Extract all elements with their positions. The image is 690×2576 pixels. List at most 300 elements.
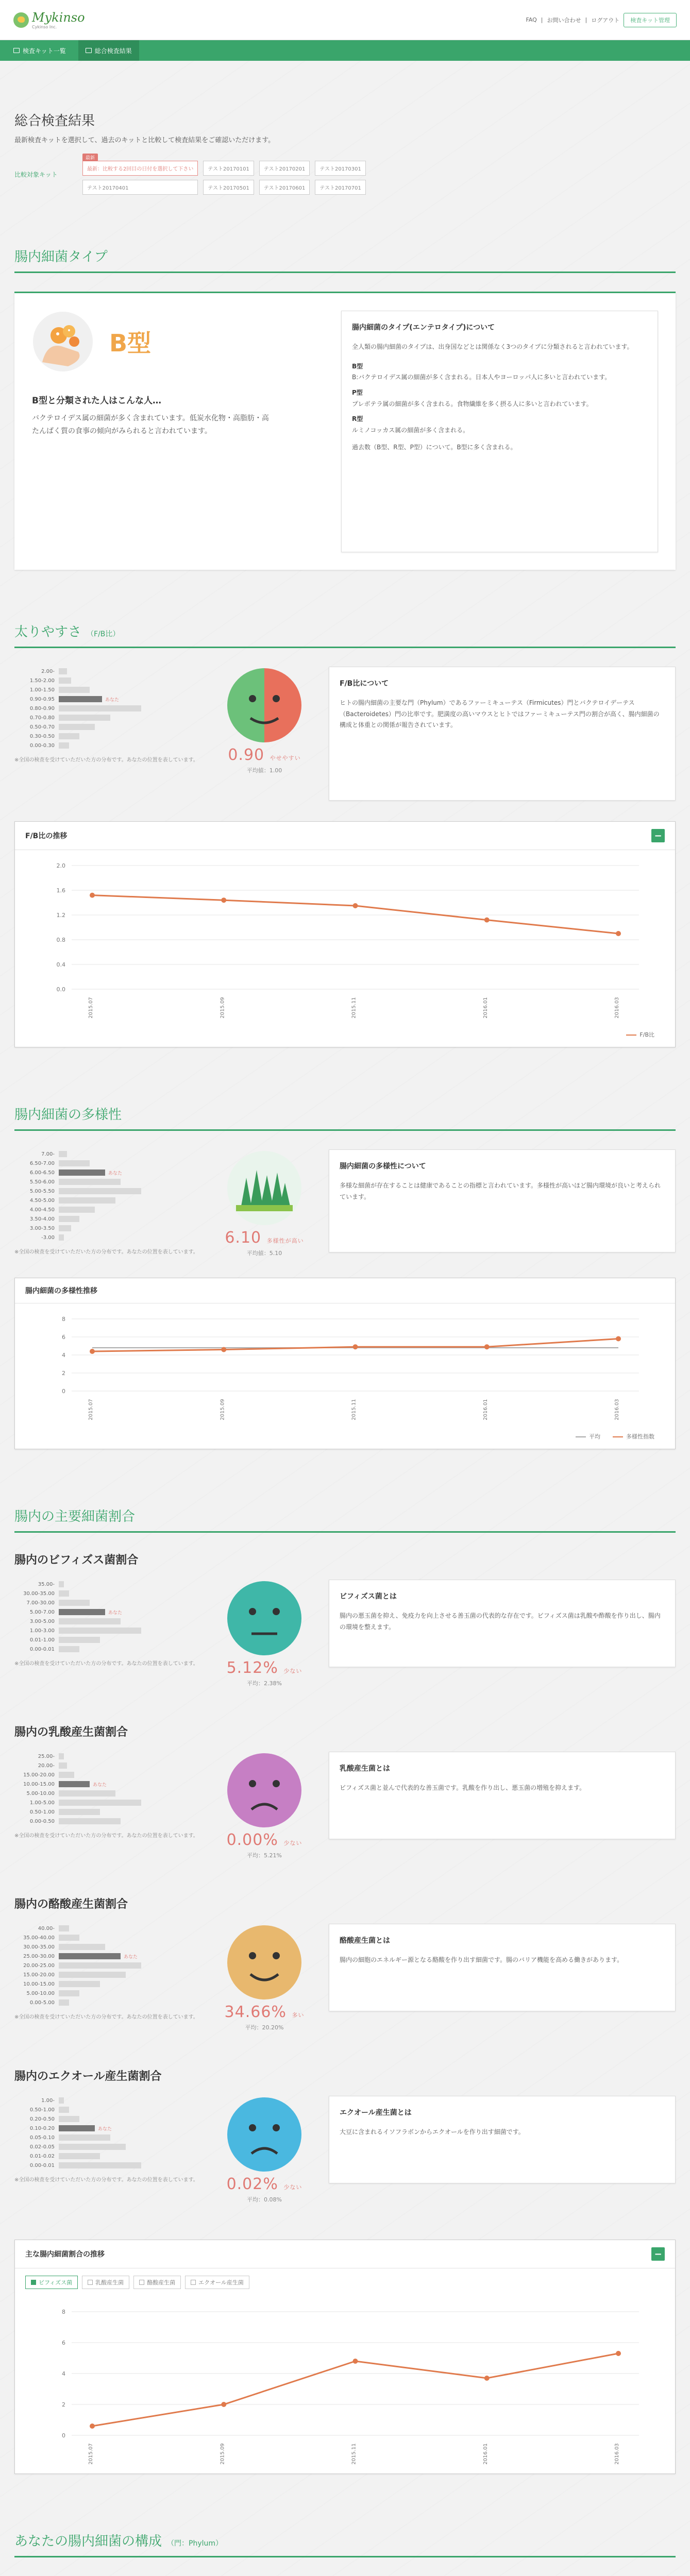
histogram-bar bbox=[59, 2153, 100, 2159]
histogram-range: 2.00- bbox=[41, 668, 55, 674]
div-row bbox=[14, 1149, 676, 1257]
histogram-bar bbox=[59, 1753, 64, 1759]
histogram-range: 15.00-20.00 bbox=[23, 1772, 55, 1778]
histogram-range: 1.50-2.00 bbox=[29, 677, 55, 684]
kit-option[interactable]: テスト20170501 bbox=[203, 180, 254, 195]
type-entry-name: B型 bbox=[352, 362, 363, 370]
histogram-row bbox=[14, 2161, 184, 2170]
major-face bbox=[215, 1924, 313, 2031]
x-tick-label: 2015.11 bbox=[351, 1399, 357, 1420]
histogram-row bbox=[14, 732, 184, 741]
histogram-bar bbox=[59, 1590, 69, 1597]
major-face bbox=[215, 1752, 313, 1859]
major-tab[interactable] bbox=[25, 2276, 78, 2289]
x-tick-label: 2016.01 bbox=[482, 2443, 489, 2465]
histogram-bar bbox=[59, 742, 69, 749]
histogram-range: 5.00-10.00 bbox=[26, 1990, 55, 1996]
major-value bbox=[215, 1831, 313, 1849]
histogram-row bbox=[14, 1214, 184, 1224]
histogram-bar bbox=[59, 724, 95, 730]
histogram-range: 30.00-35.00 bbox=[23, 1944, 55, 1950]
histogram-row bbox=[14, 1817, 184, 1826]
major-info-text: 腸内の悪玉菌を抑え、免疫力を向上させる善玉菌の代表的な存在です。ビフィズス菌は乳酸や酢酸を作り出し、腸内の環境を整えます。 bbox=[340, 1612, 661, 1631]
major-info-title: 乳酸産生菌とは bbox=[340, 1765, 390, 1773]
histogram-bar bbox=[59, 733, 79, 739]
histogram-range: 25.00- bbox=[38, 1753, 55, 1759]
histogram-bar bbox=[59, 1999, 69, 2006]
fb-average: 平均値：1.00 bbox=[246, 767, 282, 774]
histogram-row bbox=[14, 1589, 184, 1598]
histogram-bar bbox=[59, 1990, 79, 1996]
major-tab-label: 乳酸産生菌 bbox=[95, 2279, 124, 2286]
histogram-bar bbox=[59, 1216, 79, 1222]
histogram-row bbox=[14, 713, 184, 722]
histogram-bar bbox=[59, 2107, 69, 2113]
fb-legend-item: F/B比 bbox=[626, 1030, 654, 1039]
y-tick-label: 4 bbox=[62, 2370, 65, 2377]
x-tick-label: 2016.03 bbox=[614, 2443, 620, 2465]
histogram-bar bbox=[59, 668, 67, 674]
histogram-row bbox=[14, 1177, 184, 1187]
histogram-bar bbox=[59, 1151, 67, 1157]
histogram-range: 5.00-10.00 bbox=[26, 1790, 55, 1797]
checkbox-icon bbox=[31, 2280, 36, 2285]
histogram-range: 30.00-35.00 bbox=[23, 1590, 55, 1597]
y-tick-label: 0 bbox=[62, 2432, 65, 2439]
histogram-range: 5.00-7.00 bbox=[29, 1609, 55, 1615]
major-item bbox=[14, 1551, 676, 1687]
x-tick-label: 2015.09 bbox=[220, 997, 226, 1019]
histogram-range: 20.00-25.00 bbox=[23, 1962, 55, 1969]
div-value-label: 多様性が高い bbox=[266, 1238, 304, 1244]
major-item bbox=[14, 1723, 676, 1859]
div-value bbox=[215, 1229, 313, 1247]
you-marker: あなた bbox=[108, 1171, 123, 1176]
fb-bars bbox=[14, 667, 184, 750]
data-point[interactable] bbox=[353, 903, 358, 908]
data-point[interactable] bbox=[616, 931, 621, 936]
histogram-bar bbox=[59, 1609, 105, 1615]
major-bars bbox=[14, 2096, 184, 2170]
histogram-range: 0.10-0.20 bbox=[29, 2125, 55, 2131]
histogram-row bbox=[14, 1998, 184, 2007]
histogram-range: 4.00-4.50 bbox=[29, 1207, 55, 1213]
major-average: 平均：0.08% bbox=[247, 2196, 282, 2203]
major-item-title: 腸内のビフィズス菌割合 bbox=[14, 1554, 139, 1567]
mood-face-icon bbox=[226, 1924, 303, 2001]
histogram-row bbox=[14, 667, 184, 676]
histogram-row bbox=[14, 1961, 184, 1970]
histogram-row bbox=[14, 1970, 184, 1979]
histogram-row bbox=[14, 694, 184, 704]
data-point[interactable] bbox=[90, 893, 95, 898]
major-info-text: 大豆に含まれるイソフラボンからエクオールを作り出す細菌です。 bbox=[340, 2128, 525, 2136]
histogram-bar bbox=[59, 705, 141, 711]
collapse-icon-2[interactable]: − bbox=[651, 2247, 665, 2261]
histogram-bar bbox=[59, 1628, 141, 1634]
histogram-row bbox=[14, 722, 184, 732]
major-histogram bbox=[14, 1580, 200, 1668]
major-item-row bbox=[14, 1924, 676, 2031]
major-value-label: 少ない bbox=[283, 1840, 302, 1846]
mood-face-icon bbox=[226, 1580, 303, 1657]
y-tick-label: 8 bbox=[62, 1316, 65, 1323]
histogram-bar bbox=[59, 1809, 100, 1815]
histogram-range: 5.50-6.00 bbox=[29, 1179, 55, 1185]
histogram-range: 6.00-6.50 bbox=[29, 1170, 55, 1176]
major-bars bbox=[14, 1580, 184, 1654]
fb-info bbox=[329, 667, 676, 801]
data-point[interactable] bbox=[484, 2376, 490, 2381]
major-histogram bbox=[14, 2096, 200, 2184]
major-value-label: 多い bbox=[292, 2012, 305, 2019]
checkbox-icon bbox=[191, 2280, 196, 2285]
y-tick-label: 2 bbox=[62, 1370, 65, 1377]
histogram-row bbox=[14, 2151, 184, 2161]
histogram-row bbox=[14, 1598, 184, 1607]
fb-value-number: 0.90 bbox=[228, 746, 265, 764]
major-item-row bbox=[14, 2096, 676, 2204]
histogram-row bbox=[14, 2105, 184, 2114]
major-info bbox=[329, 1752, 676, 1839]
you-marker: あなた bbox=[108, 1610, 123, 1616]
histogram-range: 0.90-0.95 bbox=[29, 696, 55, 702]
major-value bbox=[215, 2003, 313, 2021]
x-tick-label: 2016.01 bbox=[482, 1399, 489, 1420]
enterotype-headline: B型と分類された人はこんな人… bbox=[32, 396, 161, 406]
histogram-bar bbox=[59, 1925, 69, 1931]
major-item bbox=[14, 1895, 676, 2031]
checkbox-icon bbox=[88, 2280, 93, 2285]
data-point[interactable] bbox=[353, 1344, 358, 1349]
page-title: 総合検査結果 bbox=[14, 113, 95, 129]
histogram-range: 0.01-1.00 bbox=[29, 1637, 55, 1643]
histogram-bar bbox=[59, 2134, 110, 2141]
fb-trend-title: F/B比の推移 bbox=[25, 832, 68, 840]
data-point[interactable] bbox=[221, 1347, 226, 1352]
histogram-range: 20.00- bbox=[38, 1762, 55, 1769]
major-list bbox=[14, 1551, 676, 2204]
type-entry-name: R型 bbox=[352, 415, 363, 423]
histogram-range: 0.50-1.00 bbox=[29, 1809, 55, 1815]
y-tick-label: 4 bbox=[62, 1352, 65, 1359]
type-entry-desc: プレボテラ属の細菌が多く含まれる。食物繊維を多く摂る人に多いと言われています。 bbox=[352, 400, 593, 408]
fb-note: ※全国の検査を受けていただいた方の分布です。あなたの位置を表しています。 bbox=[14, 757, 198, 763]
histogram-bar bbox=[59, 1953, 121, 1959]
major-info bbox=[329, 1924, 676, 2011]
major-info-title: エクオール産生菌とは bbox=[340, 2109, 412, 2117]
checkbox-icon bbox=[139, 2280, 144, 2285]
latest-badge: 最新 bbox=[82, 154, 98, 161]
data-point[interactable] bbox=[616, 2351, 621, 2356]
major-info-title: ビフィズス菌とは bbox=[340, 1592, 397, 1601]
kit-option[interactable]: テスト20170601 bbox=[259, 180, 310, 195]
major-item-row bbox=[14, 1580, 676, 1687]
major-tab-label: ビフィズス菌 bbox=[39, 2279, 73, 2286]
div-legend-avg: 平均 bbox=[576, 1432, 600, 1440]
section-fb-title bbox=[14, 621, 676, 648]
histogram-range: 4.50-5.00 bbox=[29, 1197, 55, 1204]
histogram-bar bbox=[59, 1600, 90, 1606]
y-tick-label: 8 bbox=[62, 2309, 65, 2315]
data-point[interactable] bbox=[90, 1349, 95, 1354]
histogram-range: 0.50-1.00 bbox=[29, 2107, 55, 2113]
kit-option[interactable]: テスト20170401 bbox=[82, 180, 198, 195]
major-info bbox=[329, 2096, 676, 2183]
histogram-bar bbox=[59, 1234, 64, 1241]
histogram-range: 3.50-4.00 bbox=[29, 1216, 55, 1222]
forest-icon bbox=[226, 1149, 303, 1227]
data-point[interactable] bbox=[484, 918, 490, 923]
major-bars bbox=[14, 1752, 184, 1826]
histogram-range: 10.00-15.00 bbox=[23, 1781, 55, 1787]
histogram-range: 6.50-7.00 bbox=[29, 1160, 55, 1166]
fb-title-text: 太りやすさ bbox=[14, 624, 82, 640]
histogram-bar bbox=[59, 1772, 74, 1778]
histogram-row bbox=[14, 2096, 184, 2105]
histogram-range: 1.00-1.50 bbox=[29, 687, 55, 693]
kit-selector-label: 比較対象キット bbox=[14, 171, 58, 178]
histogram-bar bbox=[59, 1981, 100, 1987]
histogram-bar bbox=[59, 1972, 126, 1978]
logout-link[interactable]: ログアウト bbox=[591, 16, 620, 24]
histogram-range: 0.01-0.02 bbox=[29, 2153, 55, 2159]
type-entry-desc: B:バクテロイデス属の細菌が多く含まれる。日本人やヨーロッパ人に多いと言われています。 bbox=[352, 374, 611, 381]
section-diversity-title: 腸内細菌の多様性 bbox=[14, 1104, 676, 1131]
mood-face-icon bbox=[226, 2096, 303, 2173]
histogram-row bbox=[14, 1626, 184, 1635]
histogram-row bbox=[14, 1645, 184, 1654]
histogram-bar bbox=[59, 1581, 64, 1587]
mood-face-icon bbox=[226, 1752, 303, 1829]
histogram-row bbox=[14, 1233, 184, 1242]
nav-kit-list-label: 検査キット一覧 bbox=[23, 47, 66, 55]
major-info-title: 酪酸産生菌とは bbox=[340, 1937, 390, 1945]
contact-link[interactable]: お問い合わせ bbox=[547, 16, 581, 24]
histogram-range: 0.00-0.50 bbox=[29, 1818, 55, 1824]
div-histogram bbox=[14, 1149, 200, 1256]
kit-option[interactable]: 最新：比較する2回目の日付を選択して下さい bbox=[82, 161, 198, 176]
histogram-range: 3.00-5.00 bbox=[29, 1618, 55, 1624]
series-line bbox=[92, 895, 618, 934]
histogram-row bbox=[14, 1617, 184, 1626]
histogram-row bbox=[14, 1761, 184, 1770]
data-point[interactable] bbox=[353, 2359, 358, 2364]
collapse-icon[interactable]: − bbox=[651, 829, 665, 842]
histogram-range: 15.00-20.00 bbox=[23, 1972, 55, 1978]
histogram-row bbox=[14, 1952, 184, 1961]
data-point[interactable] bbox=[616, 1336, 621, 1342]
enterotype-desc: バクテロイデス属の細菌が多く含まれています。低炭水化物・高脂肪・高たんぱく質の食事の傾向がみられると言われています。 bbox=[32, 414, 269, 436]
y-tick-label: 6 bbox=[62, 2340, 65, 2346]
histogram-row bbox=[14, 2133, 184, 2142]
type-entry-desc: ルミノコッカス属の細菌が多く含まれる。 bbox=[352, 426, 469, 434]
histogram-row bbox=[14, 1752, 184, 1761]
major-item bbox=[14, 2067, 676, 2204]
kit-option[interactable]: テスト20170101 bbox=[203, 161, 254, 176]
div-legend-index: 多様性指数 bbox=[613, 1432, 654, 1440]
major-info-text: ビフィズス菌と並んで代表的な善玉菌です。乳酸を作り出し、悪玉菌の増殖を抑えます。 bbox=[340, 1784, 586, 1792]
type-list bbox=[352, 361, 647, 436]
histogram-range: 0.80-0.90 bbox=[29, 705, 55, 711]
histogram-range: 1.00- bbox=[41, 2097, 55, 2104]
data-point[interactable] bbox=[484, 1344, 490, 1349]
major-tab[interactable] bbox=[185, 2276, 249, 2289]
histogram-range: 7.00- bbox=[41, 1151, 55, 1157]
histogram-range: 0.02-0.05 bbox=[29, 2144, 55, 2150]
kit-selector bbox=[14, 156, 676, 195]
major-item-title: 腸内の乳酸産生菌割合 bbox=[14, 1726, 128, 1739]
type-entry bbox=[352, 414, 647, 436]
histogram-bar bbox=[59, 715, 110, 721]
kit-option[interactable]: テスト20170201 bbox=[259, 161, 310, 176]
nav-kit-list[interactable] bbox=[13, 46, 66, 55]
histogram-row bbox=[14, 1942, 184, 1952]
fb-info-text: ヒトの腸内細菌の主要な門（Phylum）であるファーミキューテス（Firmicutes）門とバクテロイデーテス（Bacteroidetes）門の比率です。肥満度の高いマウスとヒトではファーミキューテス門の割合が高く、腸内細菌の構成と体重との関係が報告されています。 bbox=[340, 699, 660, 729]
x-tick-label: 2015.11 bbox=[351, 2443, 357, 2465]
major-tab[interactable] bbox=[82, 2276, 129, 2289]
nav-overall-results[interactable] bbox=[78, 40, 139, 61]
major-value-number: 0.00% bbox=[226, 1831, 278, 1849]
logo[interactable] bbox=[13, 10, 85, 29]
comp-title-sub: （門：Phylum） bbox=[167, 2539, 223, 2548]
histogram-bar bbox=[59, 2125, 95, 2131]
histogram-row bbox=[14, 2114, 184, 2124]
major-value-label: 少ない bbox=[283, 1668, 302, 1674]
histogram-range: 1.00-3.00 bbox=[29, 1628, 55, 1634]
fb-value bbox=[215, 746, 313, 764]
histogram-bar bbox=[59, 1762, 67, 1769]
logo-subtext: Cykinso Inc. bbox=[32, 25, 57, 29]
div-forest bbox=[215, 1149, 313, 1257]
major-average: 平均：2.38% bbox=[247, 1680, 282, 1687]
major-bars bbox=[14, 1924, 184, 2007]
major-note: ※全国の検査を受けていただいた方の分布です。あなたの位置を表しています。 bbox=[14, 1833, 198, 1839]
type-entry-name: P型 bbox=[352, 388, 363, 396]
major-value bbox=[215, 1659, 313, 1677]
major-info bbox=[329, 1580, 676, 1667]
major-histogram bbox=[14, 1924, 200, 2021]
fb-value-label: やせやすい bbox=[270, 755, 301, 761]
histogram-row bbox=[14, 704, 184, 713]
major-line-chart bbox=[15, 2296, 675, 2471]
histogram-bar bbox=[59, 1962, 141, 1969]
section-enterotype-title: 腸内細菌タイプ bbox=[14, 246, 676, 273]
histogram-range: 35.00-40.00 bbox=[23, 1935, 55, 1941]
histogram-bar bbox=[59, 1935, 79, 1941]
main-nav bbox=[0, 40, 690, 61]
histogram-row bbox=[14, 1770, 184, 1780]
histogram-row bbox=[14, 1635, 184, 1645]
kit-grid bbox=[82, 156, 366, 195]
histogram-row bbox=[14, 1789, 184, 1798]
histogram-range: 3.00-3.50 bbox=[29, 1225, 55, 1231]
histogram-bar bbox=[59, 1179, 121, 1185]
data-point[interactable] bbox=[221, 897, 226, 903]
histogram-row bbox=[14, 1979, 184, 1989]
histogram-row bbox=[14, 1205, 184, 1214]
fb-title-sub: （F/B比） bbox=[87, 630, 120, 638]
histogram-bar bbox=[59, 1170, 105, 1176]
histogram-row bbox=[14, 685, 184, 694]
major-tab[interactable] bbox=[133, 2276, 181, 2289]
histogram-range: 0.00-0.01 bbox=[29, 1646, 55, 1652]
kit-manage-button[interactable]: 検査キット管理 bbox=[624, 13, 677, 27]
fb-line-chart bbox=[15, 850, 675, 1025]
faq-link[interactable]: FAQ bbox=[526, 16, 537, 23]
major-value-label: 少ない bbox=[283, 2184, 302, 2191]
div-average: 平均値：5.10 bbox=[246, 1250, 282, 1257]
x-tick-label: 2015.09 bbox=[220, 2443, 226, 2465]
nav-overall-results-label: 総合検査結果 bbox=[94, 47, 132, 55]
enterotype-extra: 過去数（B型、R型、P型）について。B型に多く含まれる。 bbox=[352, 444, 517, 451]
fb-row bbox=[14, 667, 676, 801]
div-value-number: 6.10 bbox=[225, 1229, 262, 1247]
you-marker: あなた bbox=[105, 697, 120, 703]
major-trend-panel bbox=[14, 2240, 676, 2474]
histogram-row bbox=[14, 1196, 184, 1205]
x-tick-label: 2015.07 bbox=[88, 1399, 94, 1420]
div-legend bbox=[15, 1429, 675, 1449]
fb-face bbox=[215, 667, 313, 774]
kit-option[interactable]: テスト20170701 bbox=[315, 180, 366, 195]
y-tick-label: 0 bbox=[62, 1388, 65, 1395]
div-line-chart bbox=[15, 1303, 675, 1427]
enterotype-name: B型 bbox=[109, 329, 152, 357]
major-info-text: 腸内の細胞のエネルギー源となる酪酸を作り出す細菌です。腸のバリア機能を高める働きがあります。 bbox=[340, 1956, 624, 1964]
histogram-range: 0.00-0.30 bbox=[29, 742, 55, 749]
enterotype-panel bbox=[14, 292, 676, 570]
y-tick-label: 1.2 bbox=[56, 912, 65, 919]
main-content bbox=[14, 61, 676, 2576]
histogram-range: 35.00- bbox=[38, 1581, 55, 1587]
major-histogram bbox=[14, 1752, 200, 1840]
you-marker: あなた bbox=[98, 2126, 112, 2132]
top-header bbox=[0, 0, 690, 40]
histogram-bar bbox=[59, 1188, 141, 1194]
logo-text: Mykinso bbox=[32, 10, 85, 25]
data-point[interactable] bbox=[221, 2402, 226, 2407]
histogram-row bbox=[14, 1807, 184, 1817]
y-tick-label: 0.8 bbox=[56, 937, 65, 943]
fb-info-title: F/B比について bbox=[340, 680, 389, 688]
enterotype-info-text: 全人類の腸内細菌のタイプは、出身国などとは関係なく3つのタイプに分類されると言われています。 bbox=[352, 343, 633, 351]
major-value-number: 5.12% bbox=[226, 1659, 278, 1677]
series-line bbox=[92, 2353, 618, 2426]
histogram-bar bbox=[59, 1160, 90, 1166]
kit-option[interactable]: テスト20170301 bbox=[315, 161, 366, 176]
y-tick-label: 2 bbox=[62, 2401, 65, 2408]
histogram-row bbox=[14, 1607, 184, 1617]
div-info-text: 多様な細菌が存在することは健康であることの指標と言われています。多様性が高いほど腸内環境が良いと考えられています。 bbox=[340, 1182, 661, 1200]
major-average: 平均：20.20% bbox=[245, 2024, 284, 2031]
histogram-bar bbox=[59, 2144, 126, 2150]
major-face bbox=[215, 1580, 313, 1687]
histogram-range: 7.00-30.00 bbox=[26, 1600, 55, 1606]
histogram-range: 0.20-0.50 bbox=[29, 2116, 55, 2122]
histogram-row bbox=[14, 1798, 184, 1807]
major-average: 平均：5.21% bbox=[247, 1852, 282, 1859]
histogram-row bbox=[14, 1780, 184, 1789]
data-point[interactable] bbox=[90, 2424, 95, 2429]
histogram-range: -3.00 bbox=[41, 1234, 55, 1241]
histogram-bar bbox=[59, 1790, 115, 1797]
histogram-range: 10.00-15.00 bbox=[23, 1981, 55, 1987]
type-entry bbox=[352, 361, 647, 383]
histogram-bar bbox=[59, 1800, 141, 1806]
major-item-title: 腸内のエクオール産生菌割合 bbox=[14, 2070, 162, 2083]
histogram-row bbox=[14, 2142, 184, 2151]
